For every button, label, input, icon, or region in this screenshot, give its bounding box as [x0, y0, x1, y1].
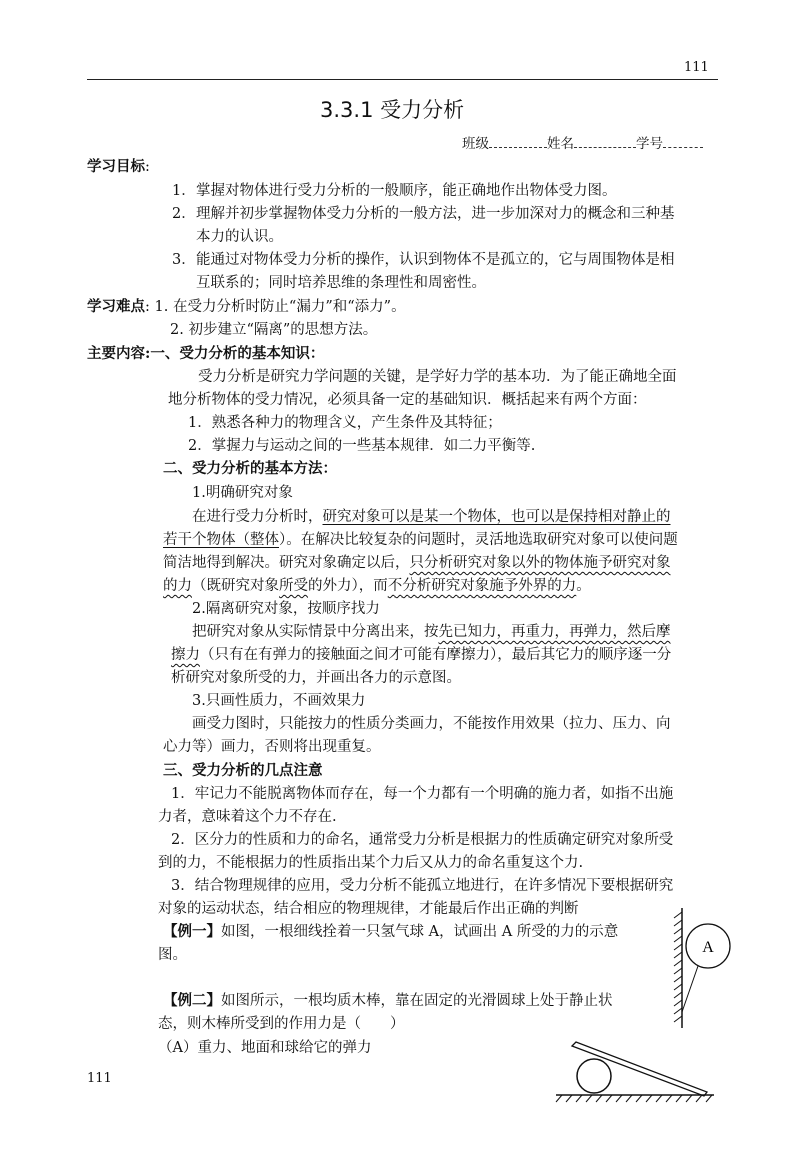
- main-heading: 主要内容: [87, 345, 145, 362]
- example-2-option-a: （A）重力、地面和球给它的弹力: [158, 1040, 372, 1056]
- method-3-title: 3.只画性质力，不画效果力: [192, 693, 366, 709]
- example-1-tag: 【例一】: [163, 923, 221, 940]
- method-1-line-1: 在进行受力分析时，研究对象可以是某一个物体，也可以是保持相对静止的: [192, 509, 671, 525]
- name-label: 姓名: [547, 136, 574, 152]
- method-1-line-4: 的力（既研究对象所受的外力），而不分析研究对象施予外界的力。: [163, 578, 591, 594]
- section-2-heading: 二、受力分析的基本方法：: [163, 460, 337, 477]
- page-title: 3.3.1 受力分析: [320, 98, 465, 122]
- method-1-line-3: 简洁地得到解决。研究对象确定以后，只分析研究对象以外的物体施予研究对象: [163, 555, 671, 571]
- note-2-line-2: 到的力，不能根据力的性质指出某个力后又从力的命名重复这个力.: [158, 855, 584, 871]
- figure-rod-sphere: [552, 1040, 722, 1110]
- student-id-field[interactable]: [663, 135, 703, 148]
- method-2-emphasis: 先已知力，再重力，再弹力，然后摩: [438, 624, 671, 640]
- method-2-line-3: 析研究对象所受的力，并画出各力的示意图。: [171, 670, 461, 686]
- objectives-heading-row: [87, 157, 150, 177]
- balloon-string: [682, 966, 698, 1012]
- page-number-top: 111: [684, 60, 709, 75]
- example-2-line-2: 态，则木棒所受到的作用力是（ ）: [158, 1016, 405, 1032]
- method-1-line-2: 若干个物体（整体）。在解决比较复杂的问题时，灵活地选取研究对象可以使问题: [163, 532, 678, 548]
- example-1-line-2: 图。: [158, 947, 187, 963]
- method-1-emphasis-4: 不分析研究对象施予外界的力: [387, 578, 577, 594]
- example-2-line-1: 【例二】如图所示，一根均质木棒，靠在固定的光滑圆球上处于静止状: [163, 992, 613, 1009]
- student-id-label: 学号: [636, 136, 663, 152]
- objective-2-num: 2．: [172, 206, 196, 222]
- note-1-line-1: 1．牢记力不能脱离物体而存在，每一个力都有一个明确的施力者，如指不出施: [171, 786, 674, 802]
- rod: [572, 1042, 707, 1096]
- s1-para-line-1: 受力分析是研究力学问题的关键，是学好力学的基本功．为了能正确地全面: [198, 369, 677, 385]
- method-2-line-1: 把研究对象从实际情景中分离出来，按先已知力，再重力，再弹力，然后摩: [192, 624, 671, 640]
- objective-1-num: 1．: [172, 183, 196, 199]
- note-2-line-1: 2．区分力的性质和力的命名，通常受力分析是根据力的性质确定研究对象所受: [171, 832, 674, 848]
- s1-para-line-2: 地分析物体的受力情况，必须具备一定的基础知识．概括起来有两个方面：: [168, 392, 647, 408]
- objectives-heading: 学习目标: [87, 158, 145, 175]
- difficulty-2: 2. 初步建立“隔离”的思想方法。: [170, 322, 378, 338]
- difficulties-row-1: [87, 297, 406, 317]
- objective-3-line-2: 互联系的；同时培养思维的条理性和周密性。: [196, 275, 486, 291]
- objective-2-line-1: 理解并初步掌握物体受力分析的一般方法，进一步加深对力的概念和三种基: [196, 206, 675, 222]
- note-1-line-2: 力者，意味着这个力不存在.: [158, 809, 337, 825]
- class-label: 班级: [462, 136, 489, 152]
- objective-3-line-1: 能通过对物体受力分析的操作，认识到物体不是孤立的，它与周围物体是相: [196, 252, 675, 268]
- objective-3-num: 3．: [172, 252, 196, 268]
- method-2-line-2: 擦力（只有在有弹力的接触面之间才可能有摩擦力），最后其它力的顺序逐一分: [171, 647, 672, 663]
- objective-1-line-1: 掌握对物体进行受力分析的一般顺序，能正确地作出物体受力图。: [196, 183, 617, 199]
- note-3-line-1: 3．结合物理规律的应用，受力分析不能孤立地进行，在许多情况下要根据研究: [171, 878, 674, 894]
- section-3-heading: 三、受力分析的几点注意: [163, 762, 323, 779]
- difficulty-1: : 1. 在受力分析时防止“漏力”和“添力”。: [145, 299, 406, 315]
- example-1-line-1: 【例一】如图，一根细线拴着一只氢气球 A，试画出 A 所受的力的示意: [163, 923, 619, 940]
- page-number-bottom: 111: [87, 1071, 112, 1086]
- name-field[interactable]: [574, 135, 636, 148]
- example-2-tag: 【例二】: [163, 992, 221, 1009]
- method-2-title: 2.隔离研究对象，按顺序找力: [192, 601, 380, 617]
- main-heading-row: [87, 344, 324, 364]
- sphere: [577, 1059, 611, 1093]
- header-rule: [87, 79, 718, 80]
- method-1-emphasis-3: 只分析研究对象以外的物体施予研究对象: [409, 555, 671, 571]
- note-3-line-2: 对象的运动状态，结合相应的物理规律，才能最后作出正确的判断: [158, 901, 579, 917]
- method-3-line-2: 心力等）画力，否则将出现重复。: [163, 739, 381, 755]
- difficulties-heading: 学习难点: [87, 298, 145, 315]
- method-1-emphasis-2: 若干个物体（整体: [163, 532, 279, 548]
- section-1-heading: :一、受力分析的基本知识：: [145, 345, 325, 362]
- objective-2-line-2: 本力的认识。: [196, 229, 283, 245]
- class-info-row: [462, 134, 703, 154]
- method-1-emphasis-1: 研究对象可以是某一个物体，也可以是保持相对静止的: [322, 509, 671, 525]
- balloon-label: A: [702, 939, 714, 956]
- method-3-line-1: 画受力图时，只能按力的性质分类画力，不能按作用效果（拉力、压力、向: [192, 716, 671, 732]
- class-field[interactable]: [489, 135, 547, 148]
- s1-item-2: 2．掌握力与运动之间的一些基本规律．如二力平衡等.: [188, 438, 536, 454]
- s1-item-1: 1．熟悉各种力的物理含义，产生条件及其特征；: [188, 415, 502, 431]
- objectives-colon: :: [145, 159, 150, 175]
- method-1-title: 1.明确研究对象: [192, 485, 293, 501]
